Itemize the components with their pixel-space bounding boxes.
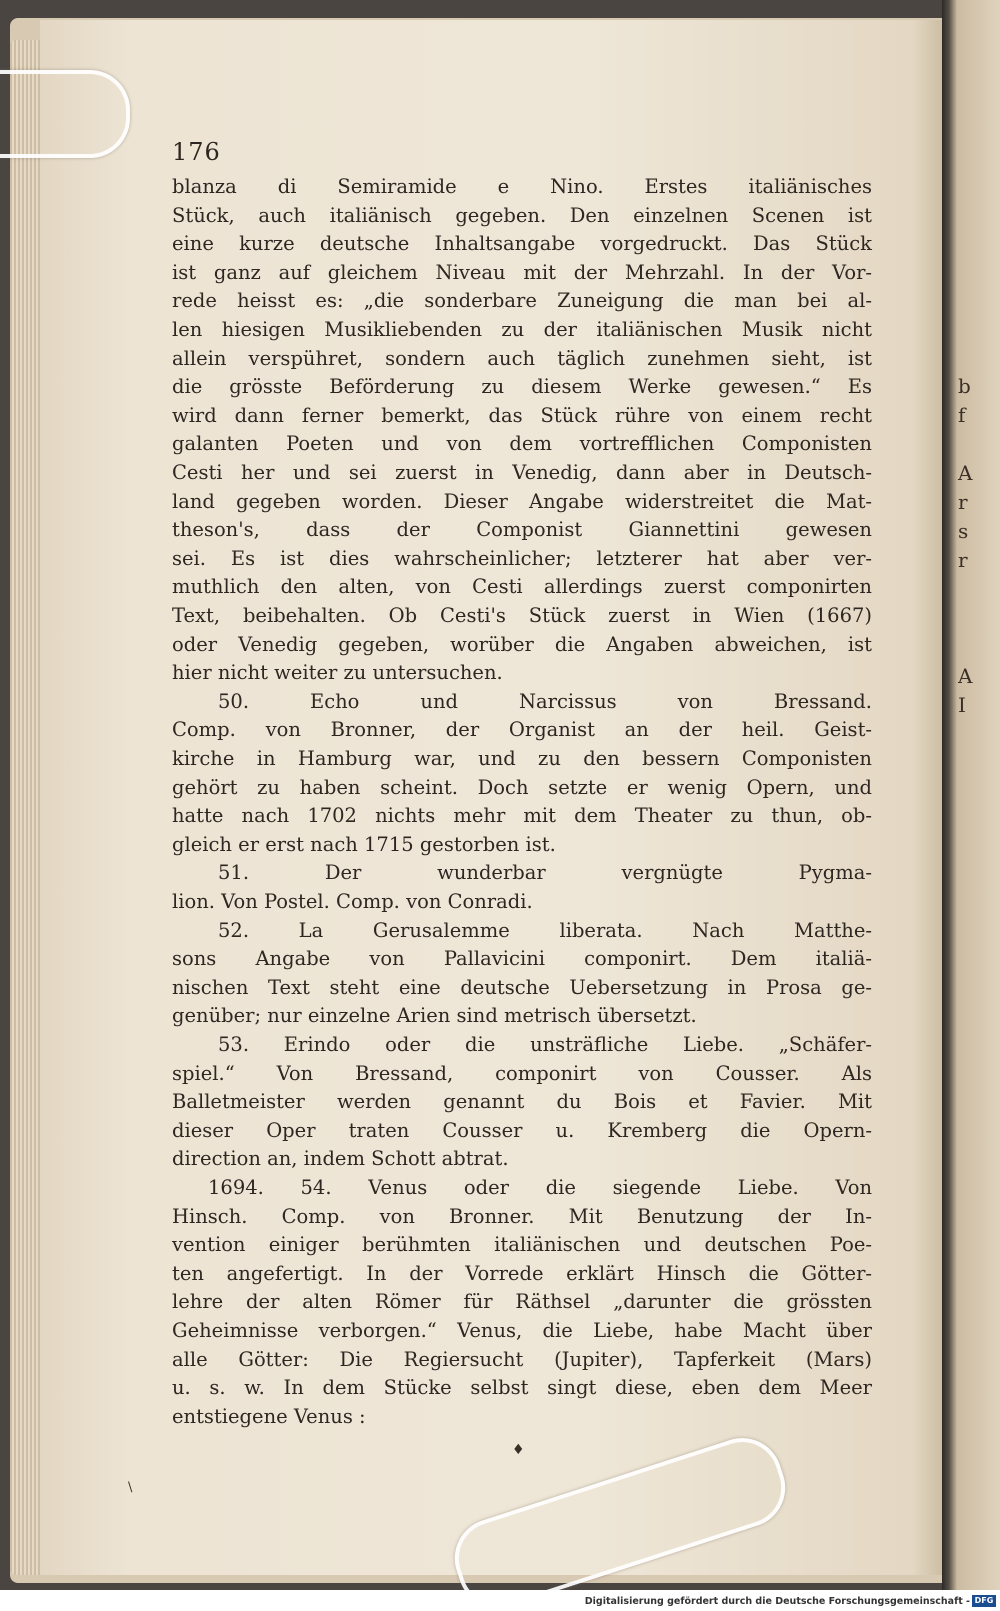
text-line: land gegeben worden. Dieser Angabe widerstreitet die Mat- xyxy=(172,489,872,513)
text-line: 52. La Gerusalemme liberata. Nach Matthe- xyxy=(218,918,872,942)
ornament-icon: ♦ xyxy=(512,1442,525,1458)
text-line: Balletmeister werden genannt du Bois et Favier. Mit xyxy=(172,1090,872,1114)
text-line: direction an, indem Schott abtrat. xyxy=(172,1147,509,1171)
text-line: Comp. von Bronner, der Organist an der heil. Geist- xyxy=(172,718,872,742)
adjacent-page-fragment: f xyxy=(958,403,966,427)
text-line: Geheimnisse verborgen.“ Venus, die Liebe, habe Macht über xyxy=(172,1319,872,1342)
dfg-logo: DFG xyxy=(972,1595,996,1607)
text-line: genüber; nur einzelne Arien sind metrisch übersetzt. xyxy=(172,1004,697,1028)
text-line: 50. Echo und Narcissus von Bressand. xyxy=(218,689,872,713)
text-line: die grösste Beförderung zu diesem Werke gewesen.“ Es xyxy=(172,375,872,399)
text-line: 1694. 54. Venus oder die siegende Liebe. Von xyxy=(208,1176,872,1199)
text-line: Stück, auch italiänisch gegeben. Den einzelnen Scenen ist xyxy=(172,203,872,227)
text-line: galanten Poeten und von dem vortrefflichen Componisten xyxy=(172,432,872,456)
text-line: blanza di Semiramide e Nino. Erstes italiänisches xyxy=(172,175,872,198)
text-line: dieser Oper traten Cousser u. Kremberg die Opern- xyxy=(172,1118,872,1142)
text-line: spiel.“ Von Bressand, componirt von Cousser. Als xyxy=(172,1061,872,1085)
text-line: wird dann ferner bemerkt, das Stück rühre von einem recht xyxy=(172,403,872,427)
adjacent-page-fragment: r xyxy=(958,548,968,572)
adjacent-page-fragment: b xyxy=(958,374,971,398)
text-line: gleich er erst nach 1715 gestorben ist. xyxy=(172,832,556,856)
text-line: entstiegene Venus : xyxy=(172,1404,366,1428)
text-line: ten angefertigt. In der Vorrede erklärt Hinsch die Götter- xyxy=(172,1261,872,1285)
adjacent-page-fragment: A xyxy=(958,461,973,485)
text-line: theson's, dass der Componist Giannettini gewesen xyxy=(172,518,872,542)
text-line: hier nicht weiter zu untersuchen. xyxy=(172,661,503,685)
page-number: 176 xyxy=(172,138,221,166)
text-line: hatte nach 1702 nichts mehr mit dem Theater zu thun, ob- xyxy=(172,804,872,828)
text-line: sei. Es ist dies wahrscheinlicher; letzterer hat aber ver- xyxy=(172,546,872,570)
text-line: eine kurze deutsche Inhaltsangabe vorgedruckt. Das Stück xyxy=(172,232,872,256)
text-line: alle Götter: Die Regiersucht (Jupiter), Tapferkeit (Mars) xyxy=(172,1347,872,1371)
text-line: muthlich den alten, von Cesti allerdings zuerst componirten xyxy=(172,575,872,599)
text-line: Text, beibehalten. Ob Cesti's Stück zuerst in Wien (1667) xyxy=(172,604,872,627)
text-line: nischen Text steht eine deutsche Uebersetzung in Prosa ge- xyxy=(172,975,872,999)
text-line: 53. Erindo oder die unsträfliche Liebe. „Schäfer- xyxy=(218,1033,872,1056)
text-line: gehört zu haben scheint. Doch setzte er wenig Opern, und xyxy=(172,775,872,799)
paper-clip-top-icon xyxy=(0,70,130,158)
text-line: kirche in Hamburg war, und zu den bessern Componisten xyxy=(172,747,872,770)
footer-credit: Digitalisierung gefördert durch die Deutsche Forschungsgemeinschaft - xyxy=(584,1596,970,1607)
text-line: Cesti her und sei zuerst in Venedig, dann aber in Deutsch- xyxy=(172,461,872,484)
text-line: rede heisst es: „die sonderbare Zuneigung die man bei al- xyxy=(172,289,872,313)
text-line: lion. Von Postel. Comp. von Conradi. xyxy=(172,890,533,913)
text-line: sons Angabe von Pallavicini componirt. Dem italiä- xyxy=(172,947,872,971)
text-line: 51. Der wunderbar vergnügte Pygma- xyxy=(218,861,872,885)
stray-mark: \ xyxy=(128,1480,133,1495)
text-line: len hiesigen Musikliebenden zu der italiänischen Musik nicht xyxy=(172,318,872,341)
text-line: Hinsch. Comp. von Bronner. Mit Benutzung der In- xyxy=(172,1204,872,1228)
text-line: oder Venedig gegeben, worüber die Angaben abweichen, ist xyxy=(172,632,872,656)
adjacent-page-fragment: r xyxy=(958,490,968,514)
text-line: allein verspühret, sondern auch täglich zunehmen sieht, ist xyxy=(172,346,872,370)
text-line: vention einiger berühmten italiänischen und deutschen Poe- xyxy=(172,1233,872,1257)
adjacent-page-fragment: I xyxy=(958,693,966,717)
text-line: ist ganz auf gleichem Niveau mit der Mehrzahl. In der Vor- xyxy=(172,260,872,284)
adjacent-page-fragment: A xyxy=(958,664,973,688)
text-line: u. s. w. In dem Stücke selbst singt diese, eben dem Meer xyxy=(172,1376,872,1400)
adjacent-page-fragment: s xyxy=(958,519,969,543)
text-line: lehre der alten Römer für Räthsel „darunter die grössten xyxy=(172,1290,872,1314)
